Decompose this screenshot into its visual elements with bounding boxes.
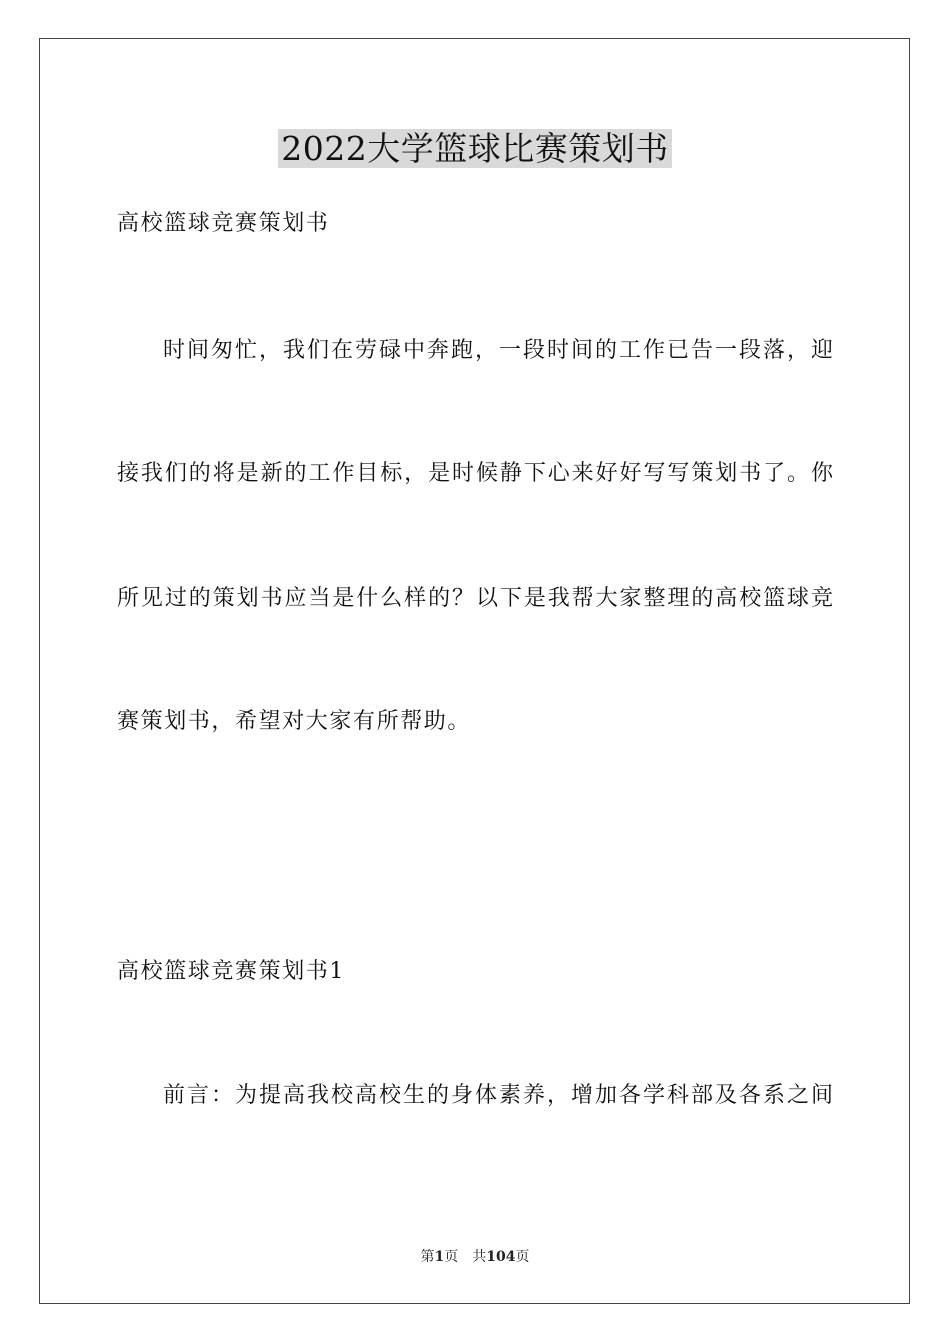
document-title [0, 127, 950, 171]
section-heading: 高校篮球竞赛策划书1 [117, 959, 345, 984]
intro-line-1: 时间匆忙，我们在劳碌中奔跑，一段时间的工作已告一段落，迎 [163, 338, 833, 363]
footer-page-prefix: 第 [420, 1249, 435, 1265]
footer-total-pages: 104 [486, 1249, 516, 1265]
document-title-text: 2022大学篮球比赛策划书 [278, 129, 671, 168]
footer-page-suffix: 页 [444, 1249, 459, 1265]
section-first-line: 前言：为提高我校高校生的身体素养，增加各学科部及各系之间 [163, 1083, 833, 1108]
intro-line-4: 赛策划书，希望对大家有所帮助。 [117, 709, 472, 734]
footer-total-suffix: 页 [515, 1249, 530, 1265]
footer-page-number: 1 [434, 1249, 445, 1265]
document-subtitle: 高校篮球竞赛策划书 [117, 211, 330, 236]
intro-line-2: 接我们的将是新的工作目标，是时候静下心来好好写写策划书了。你 [117, 461, 833, 486]
page-footer [0, 1248, 950, 1266]
intro-line-3: 所见过的策划书应当是什么样的？以下是我帮大家整理的高校篮球竞 [117, 586, 833, 611]
footer-total-prefix: 共 [472, 1249, 487, 1265]
